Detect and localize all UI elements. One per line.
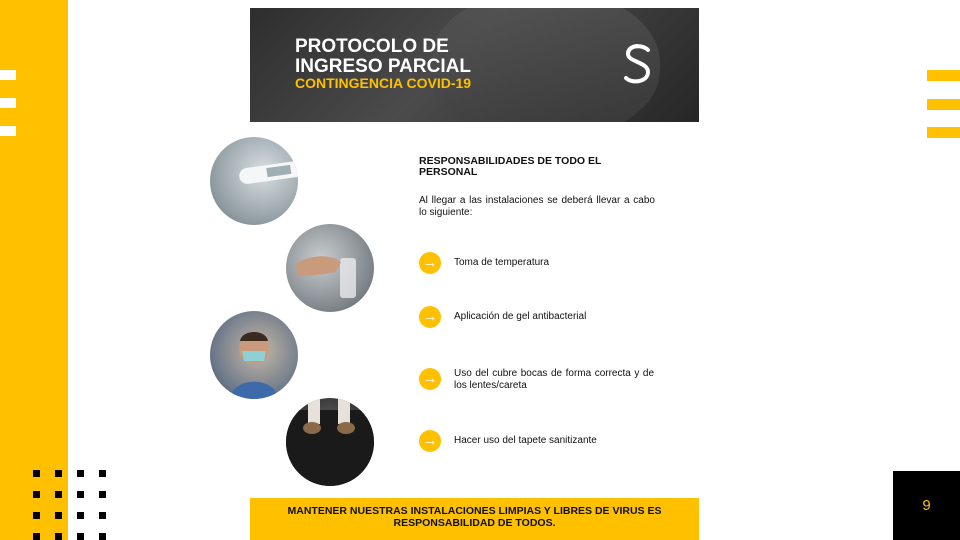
right-stripe: [927, 99, 960, 110]
footer-text: MANTENER NUESTRAS INSTALACIONES LIMPIAS Y LIBRES DE VIRUS ES RESPONSABILIDAD DE TODOS.: [287, 505, 662, 529]
header-subtitle: CONTINGENCIA COVID-19: [295, 75, 472, 91]
hand-sanitizer-photo: [286, 224, 374, 312]
arrow-right-icon: →: [419, 252, 441, 274]
dot-grid-decoration: [33, 470, 113, 540]
list-item-label: Aplicación de gel antibacterial: [454, 311, 587, 322]
right-stripe: [927, 127, 960, 138]
arrow-right-icon: →: [419, 430, 441, 452]
left-stripe: [0, 70, 16, 80]
flyer-header: [250, 8, 699, 122]
s-logo-icon: [620, 42, 656, 86]
page-number-box: [893, 471, 960, 540]
header-title-line2: INGRESO PARCIAL: [295, 56, 471, 77]
arrow-right-icon: →: [419, 306, 441, 328]
list-item-label: Toma de temperatura: [454, 257, 550, 268]
list-item-label: Uso del cubre bocas de forma correcta y de los lentes/careta: [454, 368, 654, 391]
page-number: 9: [922, 497, 931, 514]
list-item-label: Hacer uso del tapete sanitizante: [454, 435, 597, 446]
thermometer-photo: [210, 137, 298, 225]
person-with-mask-photo: [210, 311, 298, 399]
flyer-footer: [250, 498, 699, 540]
sanitizing-mat-photo: [286, 398, 374, 486]
section-title: RESPONSABILIDADES DE TODO EL PERSONAL: [419, 155, 602, 178]
protocol-flyer: [250, 8, 699, 540]
left-stripe: [0, 126, 16, 136]
intro-text: Al llegar a las instalaciones se deberá llevar a cabo lo siguiente:: [419, 195, 655, 218]
arrow-right-icon: →: [419, 368, 441, 390]
left-stripe: [0, 98, 16, 108]
left-accent-bar: [0, 0, 68, 540]
header-title-line1: PROTOCOLO DE: [295, 36, 449, 57]
right-stripe: [927, 70, 960, 81]
